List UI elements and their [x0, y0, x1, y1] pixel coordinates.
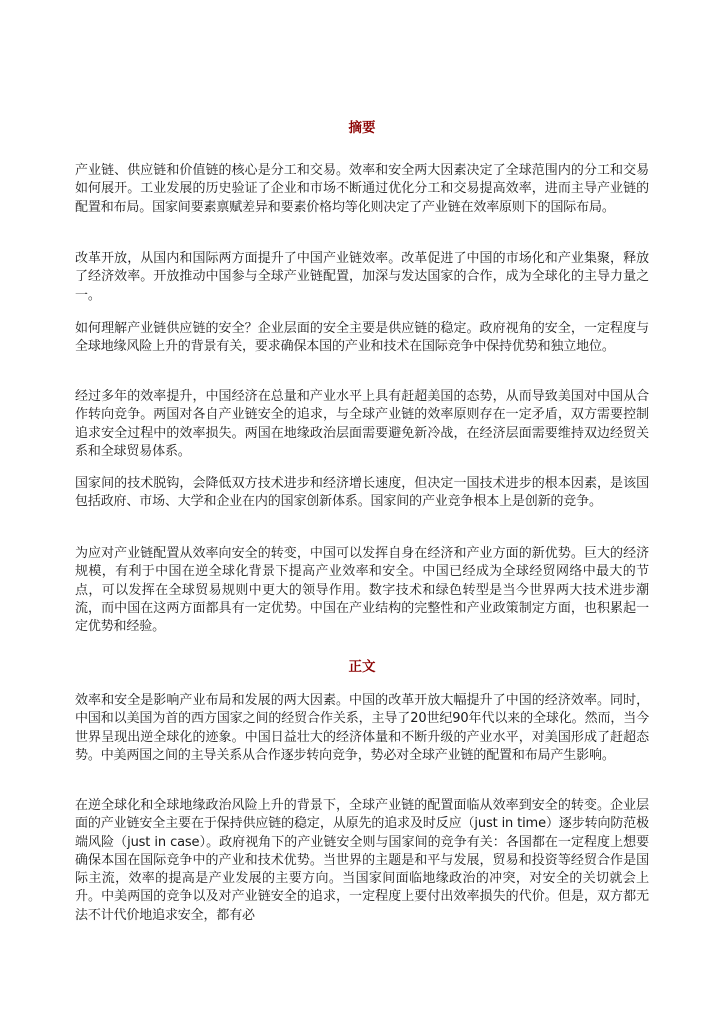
main-paragraph: 效率和安全是影响产业布局和发展的两大因素。中国的改革开放大幅提升了中国的经济效率。同时，中国和以美国为首的西方国家之间的经贸合作关系，主导了20世纪90年代以来的全球化。然而，当今世界呈现出逆全球化的迹象。中国日益壮大的经济体量和不断升级的产业水平，对美国形成了赶超态势。中美两国之间的主导关系从合作逐步转向竞争，势必对全球产业链的配置和布局产生影响。 [75, 693, 649, 763]
abstract-paragraph: 改革开放，从国内和国际两方面提升了中国产业链效率。改革促进了中国的市场化和产业集聚，释放了经济效率。开放推动中国参与全球产业链配置，加深与发达国家的合作，成为全球化的主导力量之一。 [75, 251, 649, 303]
abstract-title: 摘要 [348, 120, 376, 136]
abstract-paragraph: 国家间的技术脱钩，会降低双方技术进步和经济增长速度，但决定一国技术进步的根本因素，是该国包括政府、市场、大学和企业在内的国家创新体系。国家间的产业竞争根本上是创新的竞争。 [75, 476, 649, 510]
abstract-paragraph: 如何理解产业链供应链的安全？企业层面的安全主要是供应链的稳定。政府视角的安全，一定程度与全球地缘风险上升的背景有关，要求确保本国的产业和技术在国际竞争中保持优势和独立地位。 [75, 321, 649, 355]
abstract-paragraph: 为应对产业链配置从效率向安全的转变，中国可以发挥自身在经济和产业方面的新优势。巨大的经济规模，有利于中国在逆全球化背景下提高产业效率和安全。中国已经成为全球经贸网络中最大的节点，可以发挥在全球贸易规则中更大的领导作用。数字技术和绿色转型是当今世界两大技术进步潮流，而中国在这两方面都具有一定优势。中国在产业结构的完整性和产业政策制定方面，也积累起一定优势和经验。 [75, 546, 649, 635]
abstract-paragraph: 经过多年的效率提升，中国经济在总量和产业水平上具有赶超美国的态势，从而导致美国对中国从合作转向竞争。两国对各自产业链安全的追求，与全球产业链的效率原则存在一定矛盾，双方需要控制追求安全过程中的效率损失。两国在地缘政治层面需要避免新冷战，在经济层面需要维持双边经贸关系和全球贸易体系。 [75, 389, 649, 459]
abstract-paragraph: 产业链、供应链和价值链的核心是分工和交易。效率和安全两大因素决定了全球范围内的分工和交易如何展开。工业发展的历史验证了企业和市场不断通过优化分工和交易提高效率，进而主导产业链的配置和布局。国家间要素禀赋差异和要素价格均等化则决定了产业链在效率原则下的国际布局。 [75, 163, 649, 215]
main-title: 正文 [348, 659, 376, 675]
main-paragraph: 在逆全球化和全球地缘政治风险上升的背景下，全球产业链的配置面临从效率到安全的转变。企业层面的产业链安全主要在于保持供应链的稳定，从原先的追求及时反应（just in time）逐步转向防范极端风险（just in case）。政府视角下的产业链安全则与国家间的竞争有关：各国都在一定程度上想要确保本国在国际竞争中的产业和技术优势。当世界的主题是和平与发展，贸易和投资等经贸合作是国际主流，效率的提高是产业发展的主要方向。当国家间面临地缘政治的冲突，对安全的关切就会上升。中美两国的竞争以及对产业链安全的追求，一定程度上要付出效率损失的代价。但是，双方都无法不计代价地追求安全，都有必 [75, 798, 649, 923]
